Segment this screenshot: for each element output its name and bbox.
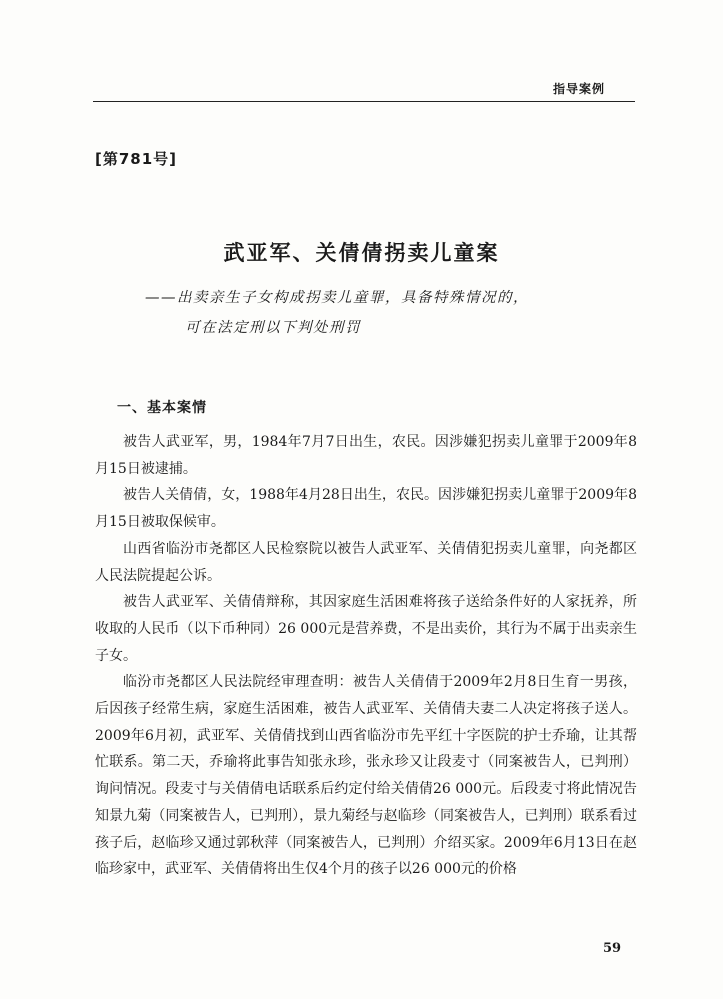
case-subtitle-line-1: ——出卖亲生子女构成拐卖儿童罪，具备特殊情况的，: [145, 290, 529, 306]
paragraph: 被告人武亚军，男，1984年7月7日出生，农民。因涉嫌犯拐卖儿童罪于2009年8月15日被逮捕。: [95, 434, 637, 477]
case-body-text: [95, 429, 637, 883]
paragraph: 山西省临汾市尧都区人民检察院以被告人武亚军、关倩倩犯拐卖儿童罪，向尧都区人民法院提起公诉。: [95, 540, 637, 584]
paragraph: 被告人关倩倩，女，1988年4月28日出生，农民。因涉嫌犯拐卖儿童罪于2009年8月15日被取保候审。: [95, 487, 637, 531]
running-header-section: 指导案例: [553, 82, 606, 96]
page-number: 59: [603, 941, 622, 956]
section-heading: 一、基本案情: [117, 400, 207, 416]
header-divider: [93, 101, 635, 102]
paragraph: 临汾市尧都区人民法院经审理查明：被告人关倩倩于2009年2月8日生育一男孩，后因孩子经常生病，家庭生活困难，被告人武亚军、关倩倩夫妻二人决定将孩子送人。2009年6月初，武亚军、关倩倩找到山西省临汾市先平红十字医院的护士乔瑜，让其帮忙联系。第二天，乔瑜将此事告知张永珍，张永珍又让段麦寸（同案被告人，已判刑）询问情况。段麦寸与关倩倩电话联系后约定付给关倩倩26 000元。后段麦寸将此情况告知景九菊（同案被告人，已判刑），景九菊经与赵临珍（同案被告人，已判刑）联系看过孩子后，赵临珍又通过郭秋萍（同案被告人，已判刑）介绍买家。2009年6月13日在赵临珍家中，武亚军、关倩倩将出生仅4个月的孩子以26 000元的价格: [95, 674, 637, 878]
case-number: [第781号]: [95, 150, 178, 168]
paragraph: 被告人武亚军、关倩倩辩称，其因家庭生活困难将孩子送给条件好的人家抚养，所收取的人民币（以下币种同）26 000元是营养费，不是出卖价，其行为不属于出卖亲生子女。: [95, 594, 637, 664]
case-subtitle: [145, 283, 615, 343]
case-title: 武亚军、关倩倩拐卖儿童案: [223, 240, 500, 265]
case-subtitle-line-2: 可在法定刑以下判处刑罚: [185, 320, 361, 336]
